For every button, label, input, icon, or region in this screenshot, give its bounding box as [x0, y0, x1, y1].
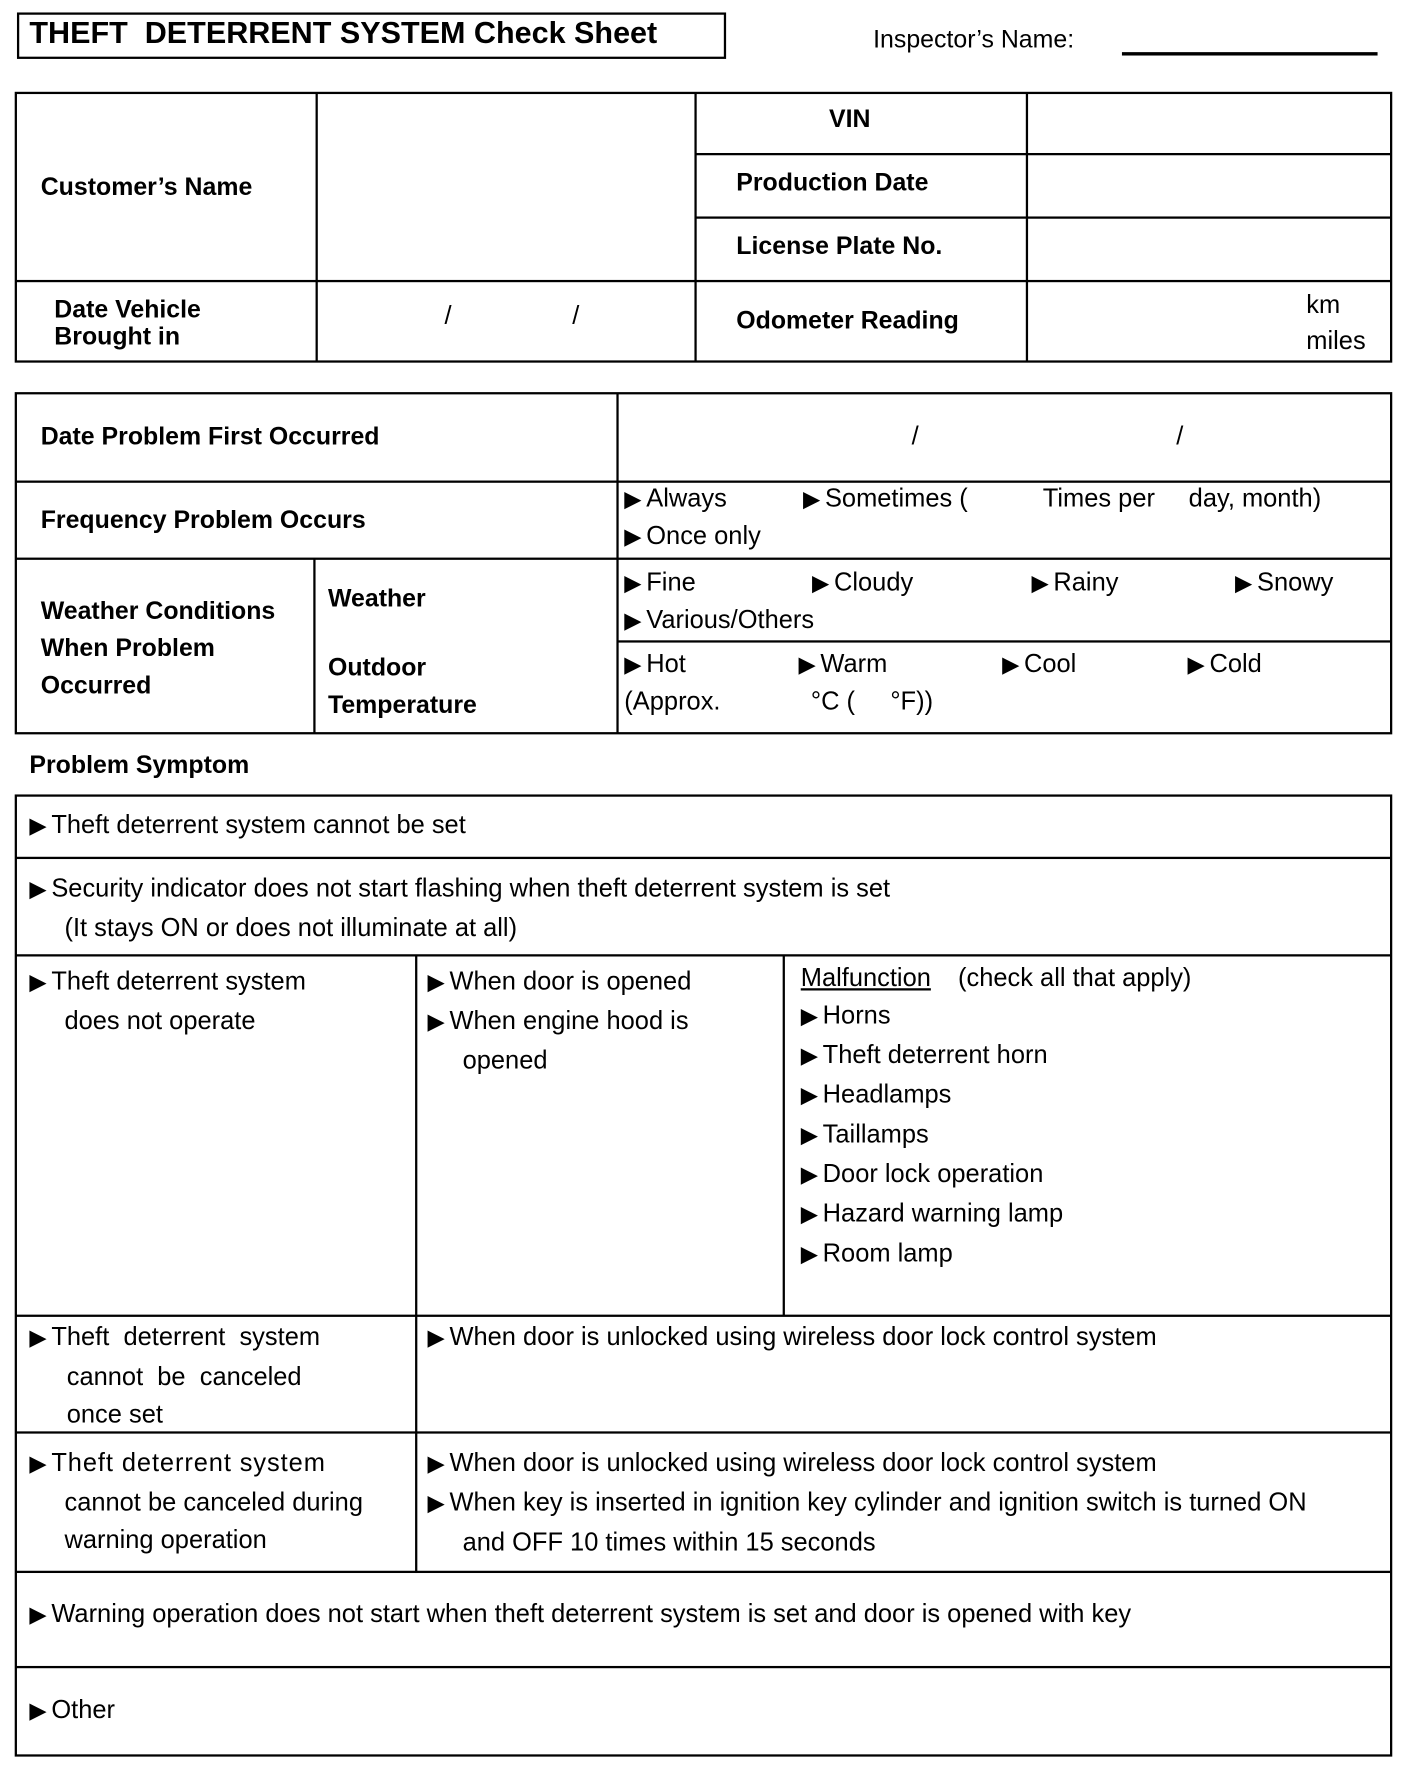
symptom-other[interactable]: [29, 1691, 115, 1731]
malfunction-horns[interactable]: [801, 996, 1192, 1036]
weather-label: Weather: [327, 583, 426, 612]
option-label: Hazard warning lamp: [822, 1199, 1064, 1228]
symptom-cannot-cancel-once-set[interactable]: [29, 1318, 320, 1432]
divider: [16, 954, 1391, 956]
symptom-label: Warning operation does not start when theft deterrent system is set and door is opened with key: [51, 1599, 1132, 1628]
triangle-bullet-icon: ▶: [1031, 571, 1049, 597]
triangle-bullet-icon: ▶: [800, 1242, 819, 1268]
option-label: When door is unlocked using wireless door lock control system: [449, 1448, 1157, 1477]
divider: [696, 216, 1392, 218]
freq-option-sometimes[interactable]: [803, 484, 968, 513]
option-label: Rainy: [1053, 567, 1119, 597]
option-label: Horns: [822, 1000, 891, 1030]
when-options-group: [428, 962, 692, 1079]
symptom-label: Theft deterrent system cannot be set: [51, 810, 466, 839]
option-label: Cold: [1209, 649, 1262, 678]
symptom-label: Security indicator does not start flashing when theft deterrent system is set: [51, 873, 891, 903]
when-hood-opened[interactable]: [428, 1002, 692, 1079]
divider: [616, 393, 618, 733]
date-brought-in-label: Date Vehicle Brought in: [54, 294, 201, 351]
symptom-warning-not-start[interactable]: [29, 1595, 1131, 1635]
option-label: When key is inserted in ignition key cylinder and ignition switch is turned ON: [449, 1488, 1307, 1517]
option-label: Theft deterrent horn: [822, 1040, 1048, 1069]
triangle-bullet-icon: ▶: [624, 487, 642, 513]
malfunction-title: Malfunction: [800, 963, 931, 992]
temp-option-cold[interactable]: [1188, 649, 1262, 678]
triangle-bullet-icon: ▶: [427, 970, 445, 996]
divider: [16, 857, 1391, 859]
temp-option-hot[interactable]: [624, 649, 686, 678]
divider: [16, 1666, 1391, 1668]
triangle-bullet-icon: ▶: [624, 652, 642, 678]
triangle-bullet-icon: ▶: [812, 571, 830, 597]
date-first-label: Date Problem First Occurred: [40, 421, 380, 450]
triangle-bullet-icon: ▶: [800, 1004, 819, 1030]
divider: [316, 93, 318, 362]
option-label: Sometimes (: [824, 483, 968, 513]
freq-option-always[interactable]: [624, 484, 727, 513]
times-per-label: Times per: [1042, 483, 1155, 513]
triangle-bullet-icon: ▶: [427, 1491, 445, 1517]
production-date-label: Production Date: [736, 167, 929, 197]
malfunction-note: (check all that apply): [958, 963, 1192, 992]
triangle-bullet-icon: ▶: [800, 1162, 819, 1188]
option-label: Room lamp: [822, 1238, 953, 1268]
weather-option-cloudy[interactable]: [812, 568, 913, 597]
divider: [16, 1315, 1391, 1317]
divider: [694, 93, 696, 362]
license-plate-label: License Plate No.: [736, 231, 943, 260]
temp-option-cool[interactable]: [1002, 649, 1076, 678]
malfunction-room-lamp[interactable]: [801, 1234, 1192, 1274]
temp-option-warm[interactable]: [798, 649, 887, 678]
frequency-label: Frequency Problem Occurs: [40, 505, 366, 534]
symptom-label: Theft deterrent system: [51, 1448, 326, 1477]
option-label: opened: [462, 1046, 548, 1075]
triangle-bullet-icon: ▶: [624, 608, 642, 634]
symptom-label: Theft deterrent system: [51, 966, 306, 996]
day-month-label: day, month): [1188, 483, 1322, 513]
symptom-label: Other: [51, 1695, 115, 1724]
divider: [1026, 93, 1028, 362]
option-label: Snowy: [1256, 567, 1334, 597]
symptom-note: (It stays ON or does not illuminate at all): [64, 913, 518, 942]
malfunction-theft-horn[interactable]: [801, 1036, 1192, 1076]
when-door-opened[interactable]: [428, 962, 692, 1002]
option-label: and OFF 10 times within 15 seconds: [462, 1527, 876, 1557]
odometer-label: Odometer Reading: [736, 305, 959, 335]
date-separator: /: [911, 421, 919, 450]
triangle-bullet-icon: ▶: [624, 571, 642, 597]
triangle-bullet-icon: ▶: [427, 1451, 445, 1477]
when-unlocked-wireless-2[interactable]: [428, 1444, 1307, 1484]
weather-conditions-label: Weather Conditions When Problem Occurred: [40, 596, 276, 700]
option-label: Taillamps: [822, 1119, 929, 1149]
malfunction-headlamps[interactable]: [801, 1076, 1192, 1116]
option-label: Hot: [646, 649, 686, 678]
temp-units-label: °C ( °F)): [810, 686, 934, 716]
miles-unit: miles: [1306, 326, 1366, 355]
weather-option-fine[interactable]: [624, 568, 695, 597]
triangle-bullet-icon: ▶: [29, 1698, 47, 1724]
triangle-bullet-icon: ▶: [1187, 652, 1205, 678]
option-label: Cloudy: [833, 567, 914, 597]
divider: [16, 481, 1391, 483]
weather-option-rainy[interactable]: [1031, 568, 1118, 597]
option-label: When door is opened: [449, 966, 692, 996]
triangle-bullet-icon: ▶: [29, 1451, 47, 1477]
option-label: Once only: [646, 521, 761, 550]
option-label: Headlamps: [822, 1080, 952, 1109]
option-label: Warm: [820, 649, 888, 678]
symptom-label: cannot be canceled: [66, 1362, 302, 1391]
weather-option-various[interactable]: [624, 605, 814, 634]
temp-approx-label: (Approx.: [624, 686, 721, 716]
when-options-group-2: [428, 1444, 1307, 1562]
production-date-field[interactable]: [1029, 156, 1389, 215]
license-plate-field[interactable]: [1029, 220, 1389, 279]
outdoor-temp-label: Outdoor Temperature: [327, 652, 477, 719]
option-label: Always: [646, 483, 727, 513]
freq-option-once[interactable]: [624, 521, 761, 550]
triangle-bullet-icon: ▶: [29, 1602, 47, 1628]
option-label: Cool: [1023, 649, 1077, 678]
divider: [618, 640, 1392, 642]
divider: [16, 1571, 1391, 1573]
option-label: Various/Others: [646, 605, 815, 634]
triangle-bullet-icon: ▶: [427, 1009, 445, 1035]
divider: [16, 280, 1391, 282]
symptom-does-not-operate[interactable]: [29, 962, 306, 1039]
symptom-cannot-cancel-warning[interactable]: [29, 1444, 363, 1558]
inspector-label: Inspector’s Name:: [873, 24, 1075, 54]
divider: [313, 559, 315, 734]
malfunction-hazard-lamp[interactable]: [801, 1194, 1192, 1234]
triangle-bullet-icon: ▶: [624, 524, 642, 550]
triangle-bullet-icon: ▶: [800, 1123, 819, 1149]
triangle-bullet-icon: ▶: [800, 1043, 819, 1069]
date-separator: /: [444, 301, 452, 330]
symptom-indicator-not-flashing[interactable]: [29, 869, 890, 946]
malfunction-taillamps[interactable]: [801, 1115, 1192, 1155]
triangle-bullet-icon: ▶: [803, 487, 821, 513]
triangle-bullet-icon: ▶: [29, 877, 47, 903]
triangle-bullet-icon: ▶: [798, 652, 816, 678]
option-label: When door is unlocked using wireless door lock control system: [449, 1322, 1157, 1351]
customer-name-label: Customer’s Name: [40, 172, 253, 201]
triangle-bullet-icon: ▶: [1235, 571, 1253, 597]
triangle-bullet-icon: ▶: [29, 813, 47, 839]
symptom-cannot-set[interactable]: [29, 806, 465, 846]
vin-label: VIN: [829, 104, 871, 133]
triangle-bullet-icon: ▶: [1002, 652, 1020, 678]
triangle-bullet-icon: ▶: [29, 1325, 47, 1351]
vin-field[interactable]: [1029, 95, 1389, 152]
malfunction-group: [801, 959, 1192, 1274]
weather-option-snowy[interactable]: [1235, 568, 1333, 597]
triangle-bullet-icon: ▶: [800, 1083, 819, 1109]
customer-name-field[interactable]: [319, 95, 692, 279]
inspector-name-field[interactable]: [1122, 52, 1378, 55]
option-label: Door lock operation: [822, 1159, 1044, 1188]
date-separator: /: [1176, 421, 1184, 450]
malfunction-door-lock[interactable]: [801, 1155, 1192, 1195]
symptom-label: once set: [66, 1399, 163, 1428]
symptom-label: cannot be canceled during: [64, 1488, 363, 1517]
symptom-label: warning operation: [64, 1525, 267, 1554]
divider: [696, 153, 1392, 155]
triangle-bullet-icon: ▶: [427, 1325, 445, 1351]
triangle-bullet-icon: ▶: [800, 1202, 819, 1228]
divider: [415, 955, 417, 1573]
page-title: THEFT DETERRENT SYSTEM Check Sheet: [29, 15, 658, 50]
problem-symptom-heading: Problem Symptom: [29, 750, 250, 779]
option-label: Fine: [646, 567, 696, 597]
divider: [783, 955, 785, 1315]
symptom-label: Theft deterrent system: [51, 1322, 321, 1351]
option-label: When engine hood is: [449, 1006, 689, 1035]
km-unit: km: [1306, 290, 1341, 319]
date-separator: /: [572, 301, 580, 330]
symptom-label: does not operate: [64, 1006, 256, 1035]
when-unlocked-wireless[interactable]: [428, 1318, 1157, 1358]
when-key-ignition[interactable]: [428, 1483, 1307, 1561]
divider: [16, 558, 1391, 560]
triangle-bullet-icon: ▶: [29, 970, 47, 996]
